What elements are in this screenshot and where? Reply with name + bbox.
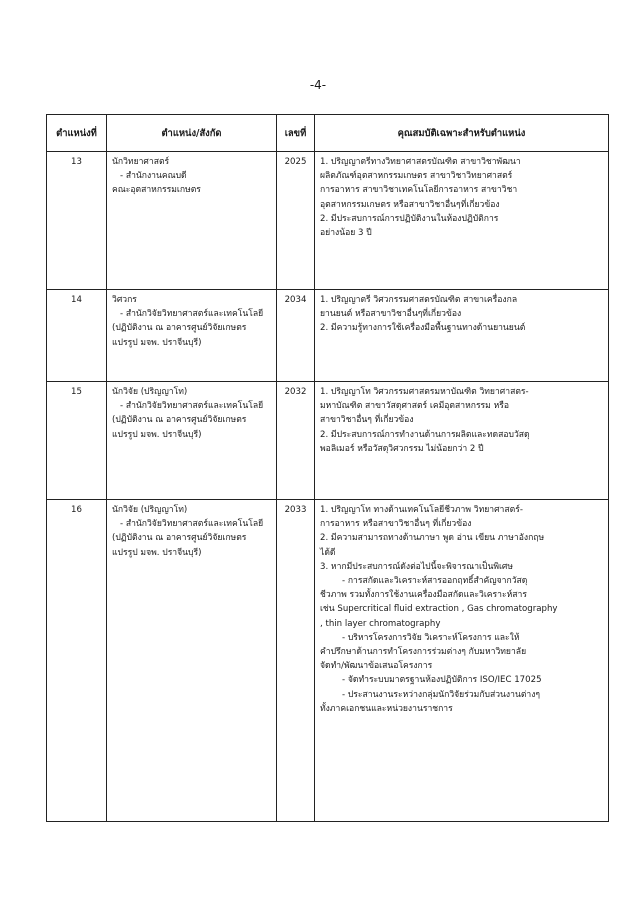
header-number: เลขที่ (277, 115, 315, 152)
position-line: คณะอุตสาหกรรมเกษตร (112, 185, 201, 196)
position-line: (ปฏิบัติงาน ณ อาคารศูนย์วิจัยเกษตร (112, 533, 247, 544)
header-position-affiliation: ตำแหน่ง/สังกัด (107, 115, 277, 152)
position-line: แปรรูป มจพ. ปราจีนบุรี) (112, 547, 202, 558)
qualification-line: คำปรึกษาด้านการทำโครงการร่วมต่างๆ กับมหาวิทยาลัย (320, 647, 527, 658)
row-position-affiliation (107, 382, 277, 500)
qualification-line: - ประสานงานระหว่างกลุ่มนักวิจัยร่วมกับส่วนงานต่างๆ (342, 689, 541, 700)
qualification-line: 1. ปริญญาโท วิศวกรรมศาสตรมหาบัณฑิต วิทยาศาสตร- (320, 387, 529, 397)
row-qualifications (315, 152, 609, 290)
qualification-line: มหาบัณฑิต สาขาวัสดุศาสตร์ เคมีอุตสาหกรรม หรือ (320, 401, 510, 412)
qualification-line: 3. หากมีประสบการณ์ดังต่อไปนี้จะพิจารณาเป็นพิเศษ (320, 561, 514, 572)
header-qualifications: คุณสมบัติเฉพาะสำหรับตำแหน่ง (315, 115, 609, 152)
row-qualifications (315, 500, 609, 822)
table-row (47, 290, 609, 382)
position-qualification-table (46, 114, 609, 822)
qualification-line: 2. มีประสบการณ์การปฏิบัติงานในห้องปฏิบัติการ (320, 213, 499, 224)
qualification-line: ได้ดี (320, 547, 336, 558)
qualification-line: , thin layer chromatography (320, 618, 441, 629)
table-row (47, 382, 609, 500)
qualification-line: อย่างน้อย 3 ปี (320, 228, 372, 239)
row-qualifications (315, 382, 609, 500)
position-title: นักวิจัย (ปริญญาโท) (112, 505, 188, 515)
row-position-no: 15 (47, 382, 107, 500)
position-line: (ปฏิบัติงาน ณ อาคารศูนย์วิจัยเกษตร (112, 323, 247, 334)
position-title: วิศวกร (112, 295, 137, 305)
row-position-affiliation (107, 152, 277, 290)
page-number: -4- (309, 78, 327, 92)
table-row (47, 500, 609, 822)
row-position-affiliation (107, 500, 277, 822)
qualification-line: ทั้งภาคเอกชนและหน่วยงานราชการ (320, 703, 453, 714)
position-line: - สำนักวิจัยวิทยาศาสตร์และเทคโนโลยี (120, 519, 264, 530)
qualification-line: พอลิเมอร์ หรือวัสดุวิศวกรรม ไม่น้อยกว่า 2 ปี (320, 443, 484, 454)
qualification-line: 2. มีประสบการณ์การทำงานด้านการผลิตและทดสอบวัสดุ (320, 429, 530, 440)
table-header-row (47, 115, 609, 152)
position-line: (ปฏิบัติงาน ณ อาคารศูนย์วิจัยเกษตร (112, 415, 247, 426)
qualification-line: 1. ปริญญาตรีทางวิทยาศาสตรบัณฑิต สาขาวิชาพัฒนา (320, 157, 521, 167)
qualification-line: เช่น Supercritical fluid extraction , Gas chromatography (320, 604, 558, 615)
qualification-line: 1. ปริญญาโท ทางด้านเทคโนโลยีชีวภาพ วิทยาศาสตร์- (320, 505, 523, 515)
row-position-affiliation (107, 290, 277, 382)
position-title: นักวิทยาศาสตร์ (112, 157, 170, 167)
qualification-line: ยานยนต์ หรือสาขาวิชาอื่นๆที่เกี่ยวข้อง (320, 309, 462, 320)
qualification-line: การอาหาร สาขาวิชาเทคโนโลยีการอาหาร สาขาวิชา (320, 185, 518, 196)
table-row (47, 152, 609, 290)
row-number: 2032 (277, 382, 315, 500)
qualification-line: การอาหาร หรือสาขาวิชาอื่นๆ ที่เกี่ยวข้อง (320, 519, 472, 530)
row-position-no: 16 (47, 500, 107, 822)
qualification-line: 2. มีความรู้ทางการใช้เครื่องมือพื้นฐานทางด้านยานยนต์ (320, 323, 526, 334)
position-line: แปรรูป มจพ. ปราจีนบุรี) (112, 429, 202, 440)
row-number: 2025 (277, 152, 315, 290)
position-line: - สำนักวิจัยวิทยาศาสตร์และเทคโนโลยี (120, 309, 264, 320)
row-qualifications (315, 290, 609, 382)
qualification-line: 1. ปริญญาตรี วิศวกรรมศาสตรบัณฑิต สาขาเครื่องกล (320, 295, 518, 305)
qualification-line: อุตสาหกรรมเกษตร หรือสาขาวิชาอื่นๆที่เกี่ยวข้อง (320, 199, 500, 210)
row-number: 2034 (277, 290, 315, 382)
position-title: นักวิจัย (ปริญญาโท) (112, 387, 188, 397)
row-position-no: 14 (47, 290, 107, 382)
qualification-line: ชีวภาพ รวมทั้งการใช้งานเครื่องมือสกัดและวิเคราะห์สาร (320, 590, 527, 601)
qualification-line: - จัดทำระบบมาตรฐานห้องปฏิบัติการ ISO/IEC 17025 (342, 675, 542, 686)
qualification-line: 2. มีความสามารถทางด้านภาษา พูด อ่าน เขียน ภาษาอังกฤษ (320, 533, 545, 544)
row-position-no: 13 (47, 152, 107, 290)
row-number: 2033 (277, 500, 315, 822)
qualification-line: - การสกัดและวิเคราะห์สารออกฤทธิ์สำคัญจากวัสดุ (342, 576, 528, 587)
qualification-line: - บริหารโครงการวิจัย วิเคราะห์โครงการ และให้ (342, 632, 520, 643)
qualification-line: ผลิตภัณฑ์อุตสาหกรรมเกษตร สาขาวิชาวิทยาศาสตร์ (320, 171, 513, 182)
qualification-line: สาขาวิชาอื่นๆ ที่เกี่ยวข้อง (320, 415, 414, 426)
position-line: แปรรูป มจพ. ปราจีนบุรี) (112, 337, 202, 348)
position-line: - สำนักวิจัยวิทยาศาสตร์และเทคโนโลยี (120, 401, 264, 412)
position-line: - สำนักงานคณบดี (120, 171, 187, 182)
qualification-line: จัดทำ/พัฒนาข้อเสนอโครงการ (320, 661, 433, 672)
header-position-no: ตำแหน่งที่ (47, 115, 107, 152)
